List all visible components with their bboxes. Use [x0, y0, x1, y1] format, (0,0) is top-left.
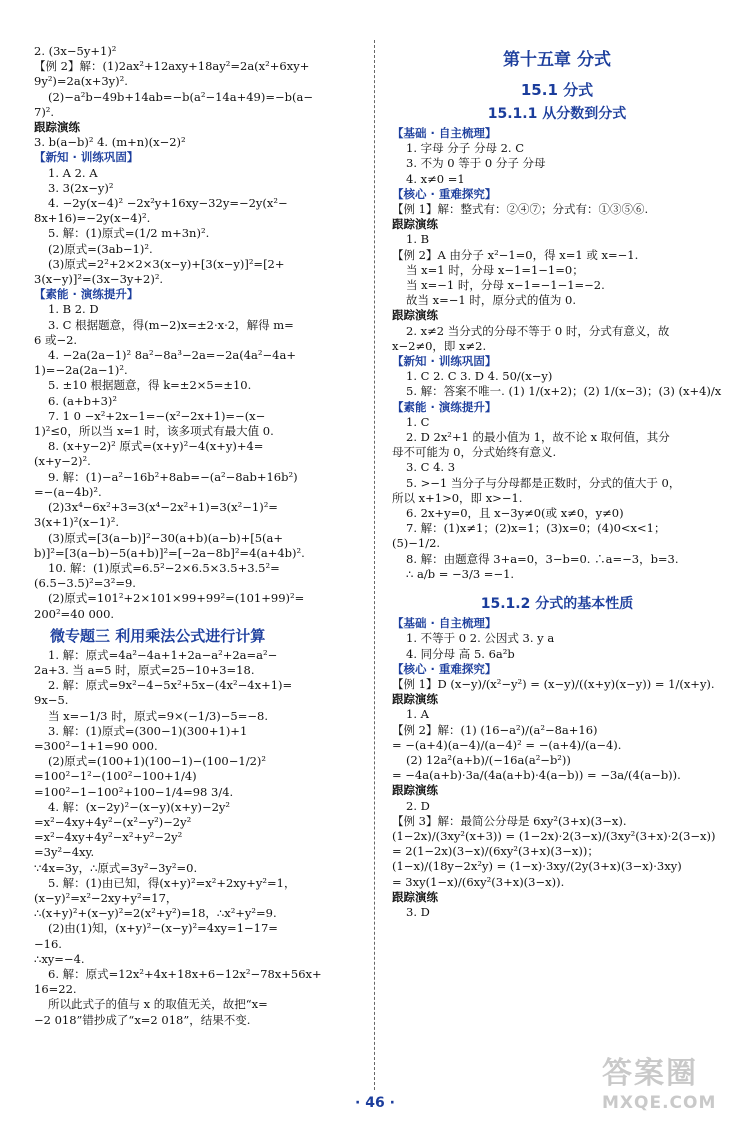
subsection-title: 15.1.2 分式的基本性质 — [480, 596, 634, 613]
answer-line: 母不可能为 0，分式始终有意义. — [392, 445, 557, 460]
answer-line: −16. — [34, 936, 62, 951]
answer-line: (1−x)/(18y−2x²y) = (1−x)·3xy/(2y(3+x)(3−x)·3xy) — [392, 859, 682, 874]
answer-line: ∵4x=3y，∴原式=3y²−3y²=0. — [34, 860, 198, 875]
answer-line: 4. x≠0 =1 — [406, 171, 465, 186]
answer-line: =300²−1+1=90 000. — [34, 738, 158, 753]
section-title: 15.1 分式 — [520, 81, 594, 99]
example-line: 【例 1】解：整式有：②④⑦；分式有：①③⑤⑥. — [392, 202, 649, 217]
section-label: 【素能 · 演练提升】 — [392, 399, 497, 414]
answer-line: 16=22. — [34, 982, 77, 997]
answer-line: 所以 x+1>0，即 x>−1. — [392, 490, 523, 505]
answer-line: 3(x−y)]²=(3x−3y+2)². — [34, 272, 164, 287]
answer-line: 3. C 4. 3 — [406, 460, 456, 475]
example-line: 【例 2】A 由分子 x²−1=0，得 x=1 或 x=−1. — [392, 247, 639, 262]
answer-line: 1. 不等于 0 2. 公因式 3. y a — [406, 631, 555, 646]
answer-line: 1. A — [406, 707, 429, 722]
answer-line: =100²−1−100²+100−1/4=98 3/4. — [34, 784, 234, 799]
answer-line: 200²=40 000. — [34, 606, 115, 621]
watermark-line-2: MXQE.COM — [602, 1093, 717, 1113]
section-label: 【基础 · 自主梳理】 — [392, 126, 497, 140]
answer-line: (3)原式=2²+2×2×3(x−y)+[3(x−y)]²=[2+ — [48, 256, 285, 271]
answer-line: 6. 解：原式=12x²+4x+18x+6−12x²−78x+56x+ — [48, 966, 322, 981]
answer-line: = 2(1−2x)(3−x)/(6xy²(3+x)(3−x))； — [392, 844, 599, 859]
section-label: 【新知 · 训练巩固】 — [392, 354, 497, 369]
answer-line: 3. b(a−b)² 4. (m+n)(x−2)² — [34, 135, 186, 150]
section-label: 【基础 · 自主梳理】 — [392, 616, 497, 631]
answer-line: 3. 解：(1)原式=(300−1)(300+1)+1 — [48, 723, 248, 738]
answer-line: 9x−5. — [34, 693, 69, 708]
answer-line: (2)−a²b−49b+14ab=−b(a²−14a+49)=−b(a− — [48, 89, 313, 104]
answer-line: 1. C — [406, 414, 430, 429]
answer-line: =−(a−4b)². — [34, 484, 102, 499]
practice-heading: 跟踪演练 — [392, 692, 438, 707]
answer-line: 7)². — [34, 104, 55, 119]
answer-line: 【例 2】解：(1)2ax²+12axy+18ay²=2a(x²+6xy+ — [34, 59, 310, 74]
answer-line: (2)原式=101²+2×101×99+99²=(101+99)²= — [48, 591, 305, 606]
answer-line: 1)=−2a(2a−1)². — [34, 363, 128, 378]
answer-line: 2. x≠2 当分式的分母不等于 0 时，分式有意义，故 — [406, 323, 670, 338]
page-number: · 46 · — [355, 1095, 395, 1111]
answer-line: 故当 x=−1 时，原分式的值为 0. — [406, 293, 577, 308]
practice-heading: 跟踪演练 — [34, 120, 80, 135]
answer-line: 所以此式子的值与 x 的取值无关，故把“x= — [48, 997, 268, 1012]
answer-line: (6.5−3.5)²=3²=9. — [34, 576, 136, 591]
answer-line: 7. 解：(1)x≠1；(2)x=1；(3)x=0；(4)0<x<1； — [406, 521, 666, 536]
answer-line: 1. A 2. A — [48, 165, 98, 180]
answer-line: 8. (x+y−2)² 原式=(x+y)²−4(x+y)+4= — [48, 439, 264, 454]
answer-line: 5. 解：(1)原式=(1/2 m+3n)². — [48, 226, 210, 241]
answer-line: (2)3x⁴−6x²+3=3(x⁴−2x²+1)=3(x²−1)²= — [48, 500, 278, 515]
answer-line: 4. 同分母 高 5. 6a²b — [406, 646, 515, 661]
answer-line: 当 x=1 时，分母 x−1=1−1=0； — [406, 262, 584, 277]
answer-line: = 3xy(1−x)/(6xy²(3+x)(3−x)). — [392, 874, 565, 889]
answer-line: (x−y)²=x²−2xy+y²=17， — [34, 890, 178, 905]
answer-line: 3. 不为 0 等于 0 分子 分母 — [406, 156, 546, 171]
answer-line: 9y²)=2a(x+3y)². — [34, 74, 128, 89]
answer-line: (5)−1/2. — [392, 536, 441, 551]
answer-line: 1. C 2. C 3. D 4. 50/(x−y) — [406, 369, 553, 384]
answer-line: 6. 2x+y=0，且 x−3y≠0(或 x≠0，y≠0) — [406, 506, 624, 521]
answer-line: 3. D — [406, 904, 430, 919]
example-line: 【例 3】解：最简公分母是 6xy²(3+x)(3−x). — [392, 813, 627, 828]
answer-line: 5. 解：答案不唯一. (1) 1/(x+2)；(2) 1/(x−3)；(3) (x+4)/x — [406, 384, 722, 399]
answer-line: 2. (3x−5y+1)² — [34, 44, 117, 58]
answer-line: 当 x=−1/3 时，原式=9×(−1/3)−5=−8. — [48, 708, 268, 723]
section-label: 【核心 · 重难探究】 — [392, 661, 497, 676]
page-number-value: 46 — [365, 1095, 385, 1111]
answer-line: =x²−4xy+4y²−x²+y²−2y² — [34, 830, 183, 845]
section-label: 【素能 · 演练提升】 — [34, 287, 139, 302]
example-line: 【例 1】D (x−y)/(x²−y²) = (x−y)/((x+y)(x−y)) = 1/(x+y). — [392, 676, 715, 691]
practice-heading: 跟踪演练 — [392, 783, 438, 798]
chapter-title: 第十五章 分式 — [503, 50, 611, 70]
left-column — [34, 44, 364, 1028]
answer-line: 9. 解：(1)−a²−16b²+8ab=−(a²−8ab+16b²) — [48, 469, 298, 484]
answer-line: 当 x=−1 时，分母 x−1=−1−1=−2. — [406, 278, 605, 293]
answer-line: 10. 解：(1)原式=6.5²−2×6.5×3.5+3.5²= — [48, 560, 280, 575]
answer-line: (3)原式=[3(a−b)]²−30(a+b)(a−b)+[5(a+ — [48, 530, 283, 545]
answer-line: = −(a+4)(a−4)/(a−4)² = −(a+4)/(a−4). — [392, 737, 622, 752]
answer-line: 1. 字母 分子 分母 2. C — [406, 141, 525, 156]
answer-line: =100²−1²−(100²−100+1/4) — [34, 769, 197, 784]
answer-line: 5. ±10 根据题意，得 k=±2×5=±10. — [48, 378, 252, 393]
answer-line: 4. 解：(x−2y)²−(x−y)(x+y)−2y² — [48, 799, 231, 814]
answer-line: 4. −2a(2a−1)² 8a²−8a³−2a=−2a(4a²−4a+ — [48, 348, 296, 363]
subsection-title: 15.1.1 从分数到分式 — [487, 106, 627, 122]
answer-line: x−2≠0，即 x≠2. — [392, 338, 487, 353]
answer-line: (2) 12a²(a+b)/(−16a(a²−b²)) — [406, 752, 571, 767]
right-column — [392, 44, 722, 920]
answer-line: =x²−4xy+4y²−(x²−y²)−2y² — [34, 814, 192, 829]
answer-line: ∴ a/b = −3/3 =−1. — [406, 566, 515, 581]
answer-line: 6 或−2. — [34, 332, 78, 347]
answer-line: (2)原式=(3ab−1)². — [48, 241, 153, 256]
answer-line: 3. C 根据题意，得(m−2)x=±2·x·2，解得 m= — [48, 317, 294, 332]
answer-line: 3. 3(2x−y)² — [48, 180, 114, 195]
section-label: 【核心 · 重难探究】 — [392, 186, 497, 201]
answer-line: 8. 解：由题意得 3+a=0，3−b=0. ∴a=−3，b=3. — [406, 551, 679, 566]
answer-line: 1. 解：原式=4a²−4a+1+2a−a²+2a=a²− — [48, 647, 278, 662]
answer-line: 7. 1 0 −x²+2x−1=−(x²−2x+1)=−(x− — [48, 408, 266, 423]
answer-line: ∴(x+y)²+(x−y)²=2(x²+y²)=18，∴x²+y²=9. — [34, 906, 277, 921]
section-label: 【新知 · 训练巩固】 — [34, 150, 139, 165]
answer-line: = −4a(a+b)·3a/(4a(a+b)·4(a−b)) = −3a/(4(a−b)). — [392, 768, 681, 783]
column-divider — [374, 40, 375, 1090]
answer-line: 2. 解：原式=9x²−4−5x²+5x−(4x²−4x+1)= — [48, 678, 293, 693]
practice-heading: 跟踪演练 — [392, 308, 438, 323]
watermark-line-1: 答案圈 — [602, 1056, 698, 1091]
answer-line: =3y²−4xy. — [34, 845, 95, 860]
answer-line: 1)²≤0，所以当 x=1 时，该多项式有最大值 0. — [34, 424, 274, 439]
answer-line: 4. −2y(x−4)² −2x²y+16xy−32y=−2y(x²− — [48, 196, 288, 211]
special-topic-title: 微专题三 利用乘法公式进行计算 — [50, 626, 266, 645]
answer-line: 1. B 2. D — [48, 302, 99, 317]
example-line: 【例 2】解：(1) (16−a²)/(a²−8a+16) — [392, 722, 598, 737]
answer-line: ∴xy=−4. — [34, 951, 85, 966]
watermark-logo — [602, 1056, 742, 1124]
answer-line: 2a+3. 当 a=5 时，原式=25−10+3=18. — [34, 662, 255, 677]
practice-heading: 跟踪演练 — [392, 889, 438, 904]
answer-line: (2)由(1)知，(x+y)²−(x−y)²=4xy=1−17= — [48, 921, 278, 936]
answer-line: 5. 解：(1)由已知，得(x+y)²=x²+2xy+y²=1， — [48, 875, 296, 890]
practice-heading: 跟踪演练 — [392, 217, 438, 232]
answer-line: (x+y−2)². — [34, 454, 91, 469]
answer-line: 6. (a+b+3)² — [48, 393, 118, 408]
answer-line: 3(x+1)²(x−1)². — [34, 515, 120, 530]
answer-line: b)]²=[3(a−b)−5(a+b)]²=[−2a−8b]²=4(a+4b)². — [34, 545, 305, 560]
answer-line: 8x+16)=−2y(x−4)². — [34, 211, 151, 226]
answer-line: −2 018”错抄成了“x=2 018”，结果不变. — [34, 1012, 251, 1027]
answer-line: 1. B — [406, 232, 430, 247]
answer-line: 2. D — [406, 798, 430, 813]
answer-line: 2. D 2x²+1 的最小值为 1，故不论 x 取何值，其分 — [406, 430, 670, 445]
answer-line: (2)原式=(100+1)(100−1)−(100−1/2)² — [48, 754, 266, 769]
answer-line: 5. >−1 当分子与分母都是正数时，分式的值大于 0， — [406, 475, 681, 490]
answer-line: (1−2x)/(3xy²(x+3)) = (1−2x)·2(3−x)/(3xy²(3+x)·2(3−x)) — [392, 828, 716, 843]
